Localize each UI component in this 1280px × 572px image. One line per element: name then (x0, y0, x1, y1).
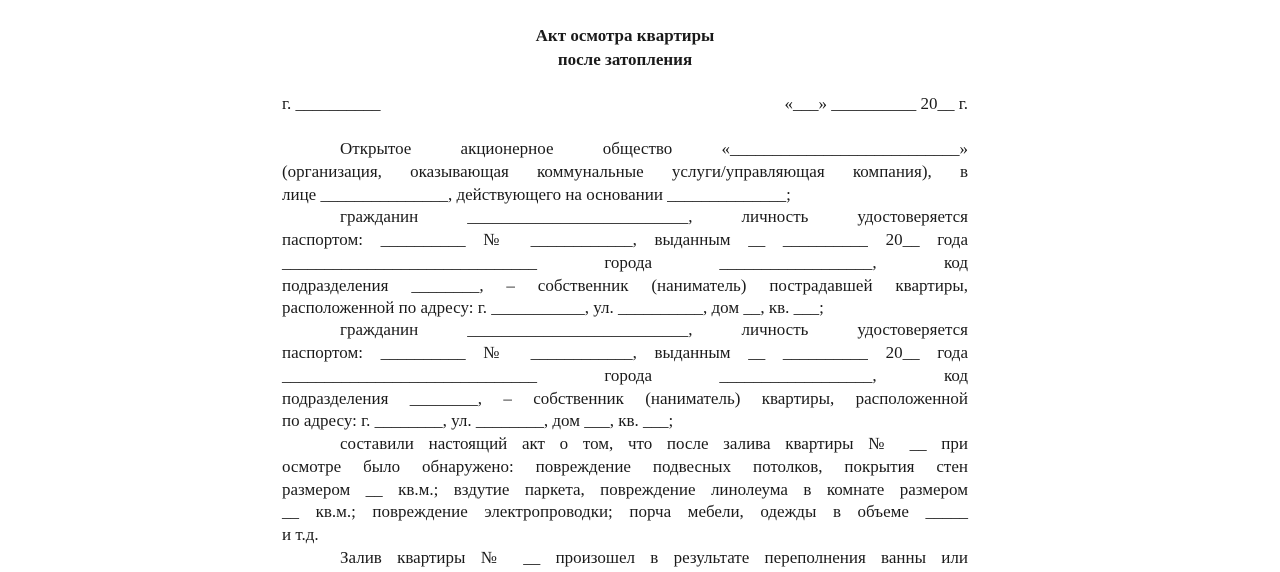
text-line: подразделения ________, – собственник (наниматель) квартиры, расположенной (282, 389, 968, 408)
text-line: гражданин __________________________, личность удостоверяется (340, 207, 968, 226)
text-line: размером __ кв.м.; вздутие паркета, повреждение линолеума в комнате размером (282, 480, 968, 499)
text-line: ______________________________ города __________________, код (282, 253, 968, 272)
text-line: и т.д. (282, 525, 319, 544)
text-line: ______________________________ города __________________, код (282, 366, 968, 385)
document-subtitle: после затопления (557, 50, 693, 69)
text-line: лице _______________, действующего на основании ______________; (282, 185, 791, 204)
text-line: осмотре было обнаружено: повреждение подвесных потолков, покрытия стен (282, 457, 968, 476)
text-line: составили настоящий акт о том, что после залива квартиры № __ при (340, 434, 968, 453)
text-line: Открытое акционерное общество «___________________________» (340, 139, 968, 158)
text-line: Залив квартиры № __ произошел в результате переполнения ванны или (340, 548, 968, 567)
text-line: расположенной по адресу: г. ___________, ул. __________, дом __, кв. ___; (282, 298, 824, 317)
text-line: (организация, оказывающая коммунальные услуги/управляющая компания), в (282, 162, 968, 181)
text-line: гражданин __________________________, личность удостоверяется (340, 320, 968, 339)
text-line: по адресу: г. ________, ул. ________, дом ___, кв. ___; (282, 411, 674, 430)
date-field: «___» __________ 20__ г. (784, 94, 968, 113)
text-line: подразделения ________, – собственник (наниматель) пострадавшей квартиры, (282, 276, 968, 295)
text-line: __ кв.м.; повреждение электропроводки; порча мебели, одежды в объеме _____ (282, 502, 968, 521)
text-line: паспортом: __________ № ____________, выданным __ __________ 20__ года (282, 230, 968, 249)
document-title: Акт осмотра квартиры (535, 26, 715, 45)
text-line: паспортом: __________ № ____________, выданным __ __________ 20__ года (282, 343, 968, 362)
city-field: г. __________ (282, 94, 381, 113)
